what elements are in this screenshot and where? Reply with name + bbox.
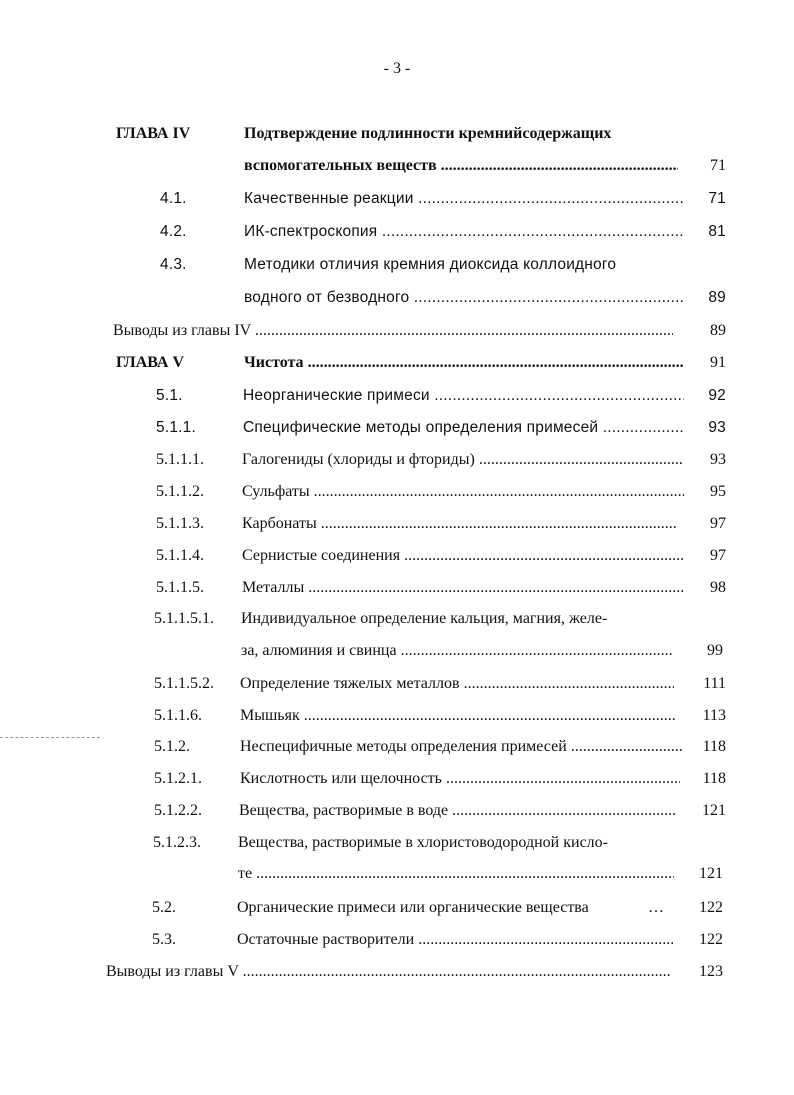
section-number: 5.1.2. (154, 738, 190, 755)
section-number: 5.1.1.1. (156, 451, 204, 468)
page-ref: 89 (710, 322, 726, 339)
page-ref: 71 (708, 190, 726, 207)
toc-row (116, 862, 736, 886)
section-title: ИК-спектроскопия ..... (244, 220, 684, 244)
page-ref: 121 (702, 802, 726, 819)
page-ref: 118 (702, 770, 726, 787)
page-ref: 95 (710, 483, 726, 500)
toc-row (113, 319, 736, 343)
page-ref: 91 (710, 354, 726, 371)
section-number: 5.1.2.1. (154, 770, 202, 787)
section-title: Остаточные растворители ..... (237, 928, 673, 952)
toc-row (106, 960, 736, 984)
section-title: Металлы ..... (242, 576, 684, 600)
conclusions-title: Выводы из главы V ..... (106, 960, 670, 984)
chapter-title: Подтверждение подлинности кремнийсодержащих (244, 125, 612, 142)
section-number: 5.1.2.3. (153, 834, 201, 851)
section-title: Галогениды (хлориды и фториды) ..... (242, 448, 684, 472)
toc-row (116, 253, 736, 277)
scan-artifact-line (0, 737, 100, 738)
section-title: Специфические методы определения примесей ..... (243, 416, 684, 440)
chapter-number: ГЛАВА V (116, 354, 185, 371)
section-number: 5.1.1.5.1. (154, 610, 214, 627)
toc-row (116, 384, 736, 408)
section-number: 5.1.1. (156, 419, 196, 436)
page-ref: 92 (708, 387, 726, 404)
toc-row (116, 672, 736, 696)
toc-row (116, 480, 736, 504)
toc-row (116, 704, 736, 728)
page-ref: 97 (710, 515, 726, 532)
toc-row (116, 607, 736, 631)
page-ref: 123 (699, 963, 723, 980)
section-number: 5.1. (156, 387, 183, 404)
page-ref: 111 (703, 675, 726, 692)
section-title: Неспецифичные методы определения примесей ..... (240, 735, 684, 759)
section-number: 5.1.1.3. (156, 515, 204, 532)
toc-row (116, 286, 736, 310)
section-title: Методики отличия кремния диоксида коллоидного (244, 256, 617, 273)
page-ref: 98 (710, 579, 726, 596)
page-ref: 122 (699, 899, 723, 916)
toc-row (116, 122, 736, 146)
section-title: Сульфаты ..... (242, 480, 684, 504)
page-ref: 93 (710, 451, 726, 468)
toc-row (116, 896, 736, 920)
section-title: Органические примеси или органические вещества (237, 899, 589, 916)
page-ref: 89 (708, 289, 726, 306)
page-ref: 71 (710, 157, 726, 174)
page-ref: 99 (707, 642, 723, 659)
page-ref: 122 (699, 931, 723, 948)
ellipsis: … (648, 899, 664, 916)
toc-row (116, 767, 736, 791)
section-number: 5.1.1.4. (156, 547, 204, 564)
section-number: 5.1.1.2. (156, 483, 204, 500)
toc-row (116, 351, 736, 375)
section-number: 5.1.1.6. (154, 707, 202, 724)
toc-row (116, 544, 736, 568)
section-title: Вещества, растворимые в воде ..... (239, 799, 677, 823)
section-title: Неорганические примеси ..... (243, 384, 684, 408)
section-title: Индивидуальное определение кальция, магния, желе- (241, 610, 608, 627)
section-title: Мышьяк ..... (240, 704, 676, 728)
section-title: Кислотность или щелочность ..... (240, 767, 680, 791)
toc-row (116, 799, 736, 823)
chapter-title: Чистота ..... (244, 351, 684, 375)
section-title-cont: за, алюминия и свинца ..... (241, 639, 673, 663)
section-title: Карбонаты ..... (242, 512, 678, 536)
page-ref: 81 (708, 223, 726, 240)
section-title: Вещества, растворимые в хлористоводородной кисло- (238, 834, 608, 851)
toc-row (116, 576, 736, 600)
chapter-title-cont: вспомогательных веществ ..... (244, 154, 678, 178)
section-title: Сернистые соединения ..... (242, 544, 684, 568)
section-title-cont: водного от безводного ..... (244, 286, 684, 310)
page-ref: 113 (702, 707, 726, 724)
section-number: 5.3. (152, 931, 176, 948)
toc-row (116, 831, 736, 855)
section-number: 5.1.1.5. (156, 579, 204, 596)
chapter-number: ГЛАВА IV (116, 125, 191, 142)
page-ref: 118 (702, 738, 726, 755)
section-number: 4.3. (160, 256, 187, 273)
toc-row (116, 416, 736, 440)
toc-row (116, 448, 736, 472)
section-title: Определение тяжелых металлов ..... (240, 672, 674, 696)
section-number: 4.1. (160, 190, 187, 207)
toc-row (116, 187, 736, 211)
toc-row (116, 154, 736, 178)
toc-row (116, 735, 736, 759)
page-ref: 93 (708, 419, 726, 436)
section-title-cont: те ..... (238, 862, 674, 886)
conclusions-title: Выводы из главы IV ..... (113, 319, 673, 343)
toc-row (116, 639, 736, 663)
section-title: Качественные реакции ..... (244, 187, 684, 211)
page-number: - 3 - (383, 60, 411, 77)
toc-row (116, 220, 736, 244)
page-ref: 121 (699, 865, 723, 882)
section-number: 5.2. (152, 899, 176, 916)
page-ref: 97 (710, 547, 726, 564)
section-number: 4.2. (160, 223, 187, 240)
section-number: 5.1.2.2. (154, 802, 202, 819)
toc-row (116, 512, 736, 536)
toc-row (116, 928, 736, 952)
section-number: 5.1.1.5.2. (154, 675, 214, 692)
